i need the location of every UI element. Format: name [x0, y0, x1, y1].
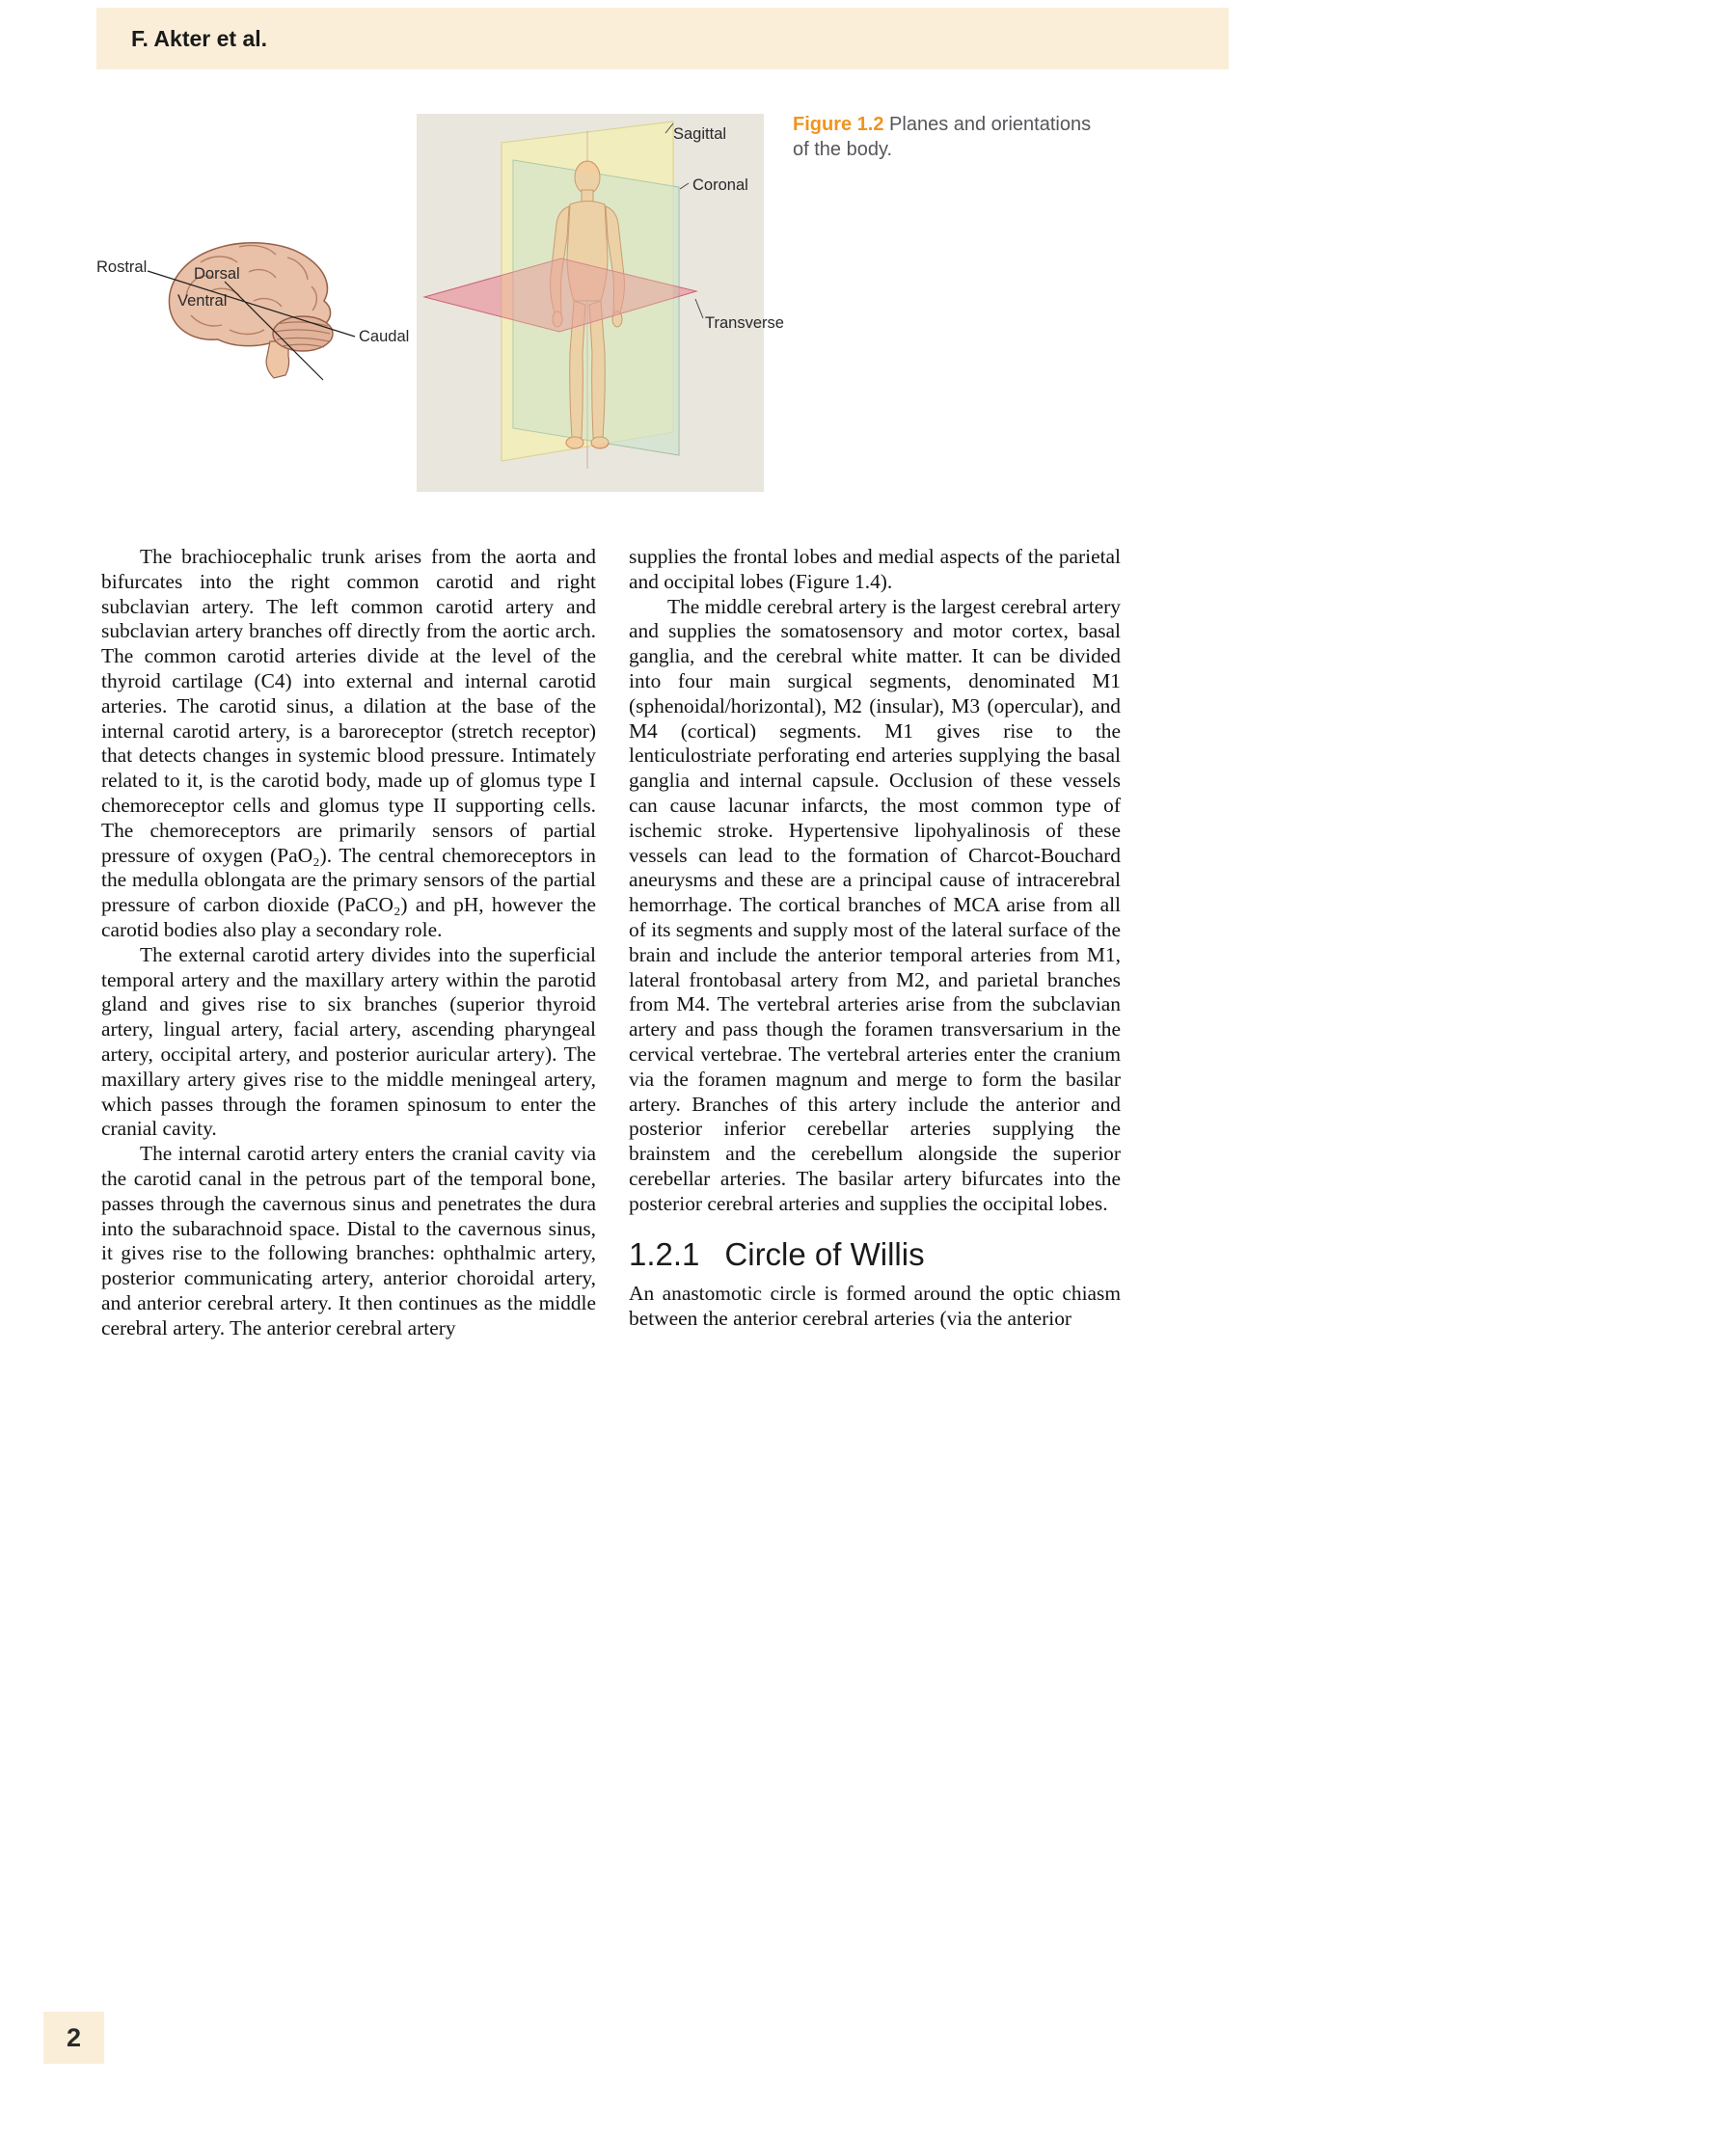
rostral-label: Rostral [96, 258, 148, 276]
transverse-label: Transverse [705, 314, 784, 332]
page-number-box [43, 2012, 104, 2064]
coronal-label: Coronal [692, 176, 748, 194]
ventral-label: Ventral [177, 292, 228, 310]
paragraph: supplies the frontal lobes and medial aspects of the parietal and occipital lobes (Figure 1.4). [629, 545, 1121, 593]
dorsal-label: Dorsal [194, 265, 240, 283]
paragraph: An anastomotic circle is formed around the optic chiasm between the anterior cerebral arteries (via the anterior [629, 1282, 1121, 1331]
page-number: 2 [66, 2022, 82, 2052]
section-title: Circle of Willis [724, 1235, 925, 1272]
section-number: 1.2.1 [629, 1235, 700, 1272]
paragraph: The middle cerebral artery is the largest cerebral artery and supplies the somatosensory and motor cortex, basal ganglia, and the cerebral white matter. It can be divided into four main surgical segments, denominated M1 (sphenoidal/horizontal), M2 (insular), M3 (opercular), and M4 (cortical) segments. M1 gives rise to the lenticulostriate perforating end arteries supplying the basal ganglia and internal capsule. Occlusion of these vessels can cause lacunar infarcts, the most common type of ischemic stroke. Hypertensive lipohyalinosis of these vessels can lead to the formation of Charcot-Bouchard aneurysms and these are a principal cause of intracerebral hemorrhage. The cortical branches of MCA arise from all of its segments and supply most of the lateral surface of the brain and include the anterior temporal arteries from M1, lateral frontobasal artery from M2, and parietal branches from M4. The vertebral arteries arise from the subclavian artery and pass though the foramen transversarium in the cervical vertebrae. The vertebral arteries enter the cranium via the foramen magnum and merge to form the basilar artery. Branches of this artery include the anterior and posterior inferior cerebellar arteries supplying the brainstem and the cerebellum alongside the superior cerebellar arteries. The basilar artery bifurcates into the posterior cerebral arteries and supplies the occipital lobes. [629, 594, 1121, 1215]
figure-caption-text: Planes and orientations of the body. [793, 114, 1092, 160]
section-heading [629, 1235, 1121, 1272]
left-column [101, 545, 596, 1341]
right-column [629, 545, 1121, 1332]
coronal-plane-overlay [513, 160, 679, 455]
figure-number: Figure 1.2 [793, 114, 884, 135]
paragraph: The internal carotid artery enters the cranial cavity via the carotid canal in the petrous part of the temporal bone, passes through the cavernous sinus and penetrates the dura into the subarachnoid space. Distal to the cavernous sinus, it gives rise to the following branches: ophthalmic artery, posterior communicating artery, anterior choroidal artery, and anterior cerebral artery. It then continues as the middle cerebral artery. The anterior cerebral artery [101, 1142, 596, 1340]
paragraph: The external carotid artery divides into the superficial temporal artery and the maxillary artery within the parotid gland and gives rise to six branches (superior thyroid artery, lingual artery, facial artery, ascending pharyngeal artery, occipital artery, and posterior auricular artery). The maxillary artery gives rise to the middle meningeal artery, which passes through the foramen spinosum to enter the cranial cavity. [101, 942, 596, 1141]
brain [169, 243, 333, 378]
brain-orientation-illustration [95, 233, 430, 402]
running-header [96, 8, 1229, 69]
sagittal-label: Sagittal [673, 125, 727, 143]
body-planes-illustration [417, 114, 784, 492]
figure-caption [793, 112, 1111, 162]
paragraph: The brachiocephalic trunk arises from the aorta and bifurcates into the right common carotid and right subclavian artery. The left common carotid artery and subclavian artery branches off directly from the aortic arch. The common carotid arteries divide at the level of the thyroid cartilage (C4) into external and internal carotid arteries. The carotid sinus, a dilation at the base of the internal carotid artery, is a baroreceptor (stretch receptor) that detects changes in systemic blood pressure. Intimately related to it, is the carotid body, made up of glomus type I chemoreceptor cells and glomus type II supporting cells. The chemoreceptors are primarily sensors of partial pressure of oxygen (PaO₂). The central chemoreceptors in the medulla oblongata are the primary sensors of the partial pressure of carbon dioxide (PaCO₂) and pH, however the carotid bodies also play a secondary role. [101, 545, 596, 941]
running-header-text: F. Akter et al. [131, 25, 268, 51]
caudal-label: Caudal [359, 328, 410, 345]
